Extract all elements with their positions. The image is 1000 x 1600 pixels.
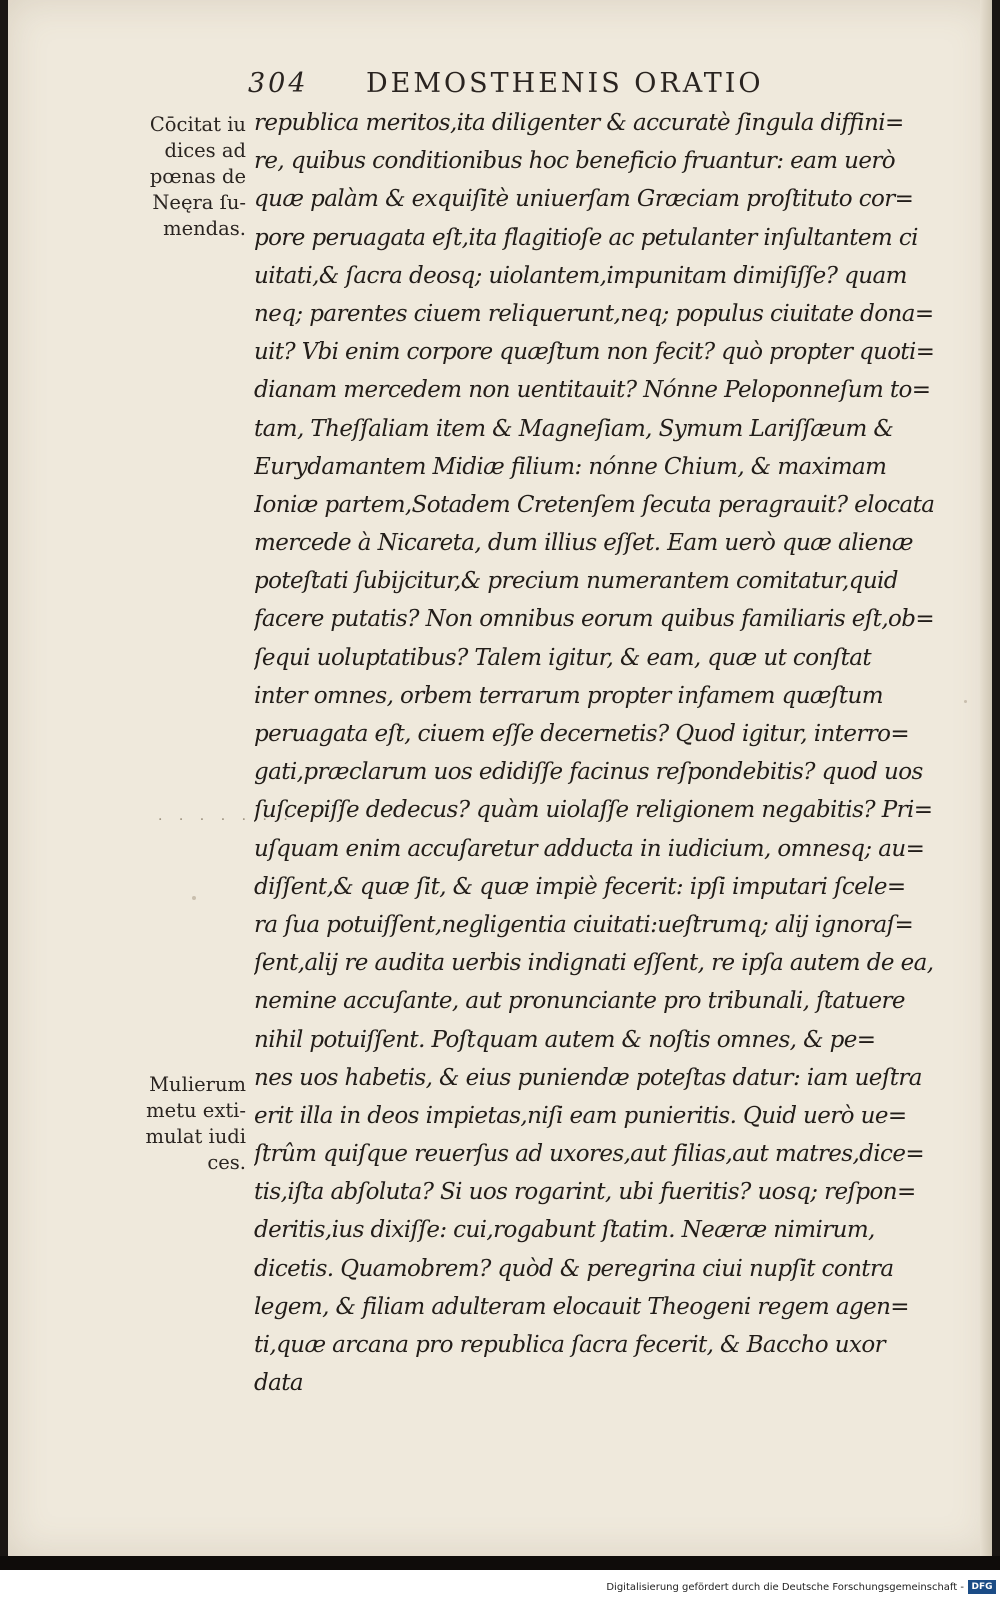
text-line: nihil potuiſſent. Poſtquam autem & noſtis omnes, & pe=: [254, 1026, 876, 1053]
margin-note: [122, 112, 246, 242]
text-line: ſtrûm quiſque reuerſus ad uxores,aut filias,aut matres,dice=: [254, 1141, 925, 1168]
margin-note-line: Neęra ſu-: [152, 191, 246, 214]
book-page: [8, 0, 992, 1556]
text-line: peruagata eſt, ciuem eſſe decernetis? Quod igitur, interro=: [254, 721, 910, 747]
text-line: diſſent,& quæ ſit, & quæ impiè fecerit: ipſi imputari ſcele=: [254, 873, 906, 900]
scan-bottom-band: [0, 1556, 1000, 1570]
text-line: Eurydamantem Midiæ filium: nónne Chium, & maximam: [254, 453, 887, 480]
footer-credit: Digitalisierung gefördert durch die Deutsche Forschungsgemeinschaft -: [606, 1582, 964, 1593]
page-number: 304: [248, 68, 309, 99]
margin-note-line: ces.: [207, 1151, 246, 1174]
text-line: republica meritos,ita diligenter & accuratè ſingula diffini=: [254, 110, 904, 136]
paper-spot: [192, 896, 196, 900]
text-line: mercede à Nicareta, dum illius eſſet. Eam uerò quæ alienæ: [254, 530, 913, 557]
margin-note-line: pœnas de: [149, 165, 246, 188]
margin-note-line: metu exti-: [146, 1099, 246, 1122]
margin-note-line: mulat iudi: [145, 1125, 246, 1148]
text-line: poteſtati ſubijcitur,& precium numerantem comitatur,quid: [254, 568, 898, 595]
text-line: pore peruagata eſt,ita flagitioſe ac petulanter inſultantem ci: [254, 224, 918, 251]
text-line: dianam mercedem non uentitauit? Nónne Peloponneſum to=: [254, 377, 931, 404]
text-line: ti,quæ arcana pro republica ſacra fecerit, & Baccho uxor: [254, 1332, 885, 1358]
margin-note-line: dices ad: [164, 139, 246, 162]
margin-note-line: Mulierum: [149, 1073, 246, 1096]
text-line: ſent,alij re audita uerbis indignati eſſent, re ipſa autem de ea,: [254, 950, 934, 977]
header-title: DEMOSTHENIS ORATIO: [366, 68, 764, 99]
decorative-dots: · · · · · · ·: [158, 812, 294, 828]
paper-spot: [964, 700, 967, 703]
text-line: nemine accuſante, aut pronunciante pro tribunali, ſtatuere: [254, 988, 905, 1015]
text-line: quæ palàm & exquiſitè uniuerſam Græciam proſtituto cor=: [254, 186, 914, 213]
text-line: uit? Vbi enim corpore quæſtum non fecit? quò propter quoti=: [254, 339, 935, 366]
margin-note-line: mendas.: [163, 217, 246, 240]
text-line: uitati,& ſacra deosq; uiolantem,impunitam dimiſiſſe? quam: [254, 262, 907, 289]
text-line: ſequi uoluptatibus? Talem igitur, & eam, quæ ut conſtat: [254, 644, 871, 671]
margin-note: [122, 1072, 246, 1176]
text-line: deritis,ius dixiſſe: cui,rogabunt ſtatim. Neæræ nimirum,: [254, 1217, 875, 1244]
text-line: dicetis. Quamobrem? quòd & peregrina ciui nupſit contra: [254, 1255, 894, 1282]
body-text: [254, 104, 934, 1402]
text-line: ra ſua potuiſſent,negligentia ciuitati:ueſtrumq; alij ignoraſ=: [254, 911, 914, 938]
text-line: data: [254, 1370, 303, 1397]
text-line: gati,præclarum uos edidiſſe facinus reſpondebitis? quod uos: [254, 759, 923, 786]
text-line: uſquam enim accuſaretur adducta in iudicium, omnesq; au=: [254, 835, 925, 862]
text-line: re, quibus conditionibus hoc beneficio fruantur: eam uerò: [254, 148, 895, 175]
text-line: inter omnes, orbem terrarum propter infamem quæſtum: [254, 682, 883, 709]
page-edge: [980, 0, 992, 1556]
text-line: Ioniæ partem,Sotadem Cretenſem ſecuta peragrauit? elocata: [254, 491, 934, 518]
text-line: tam, Theſſaliam item & Magneſiam, Symum Lariſſæum &: [254, 415, 894, 442]
text-line: tis,iſta abſoluta? Si uos rogarint, ubi fueritis? uosq; reſpon=: [254, 1179, 916, 1206]
margin-note-line: Cōcitat iu: [149, 113, 246, 136]
text-line: ſuſcepiſſe dedecus? quàm uiolaſſe religionem negabitis? Pri=: [254, 797, 933, 824]
running-head: [248, 68, 868, 104]
text-line: legem, & filiam adulteram elocauit Theogeni regem agen=: [254, 1293, 909, 1320]
text-line: nes uos habetis, & eius puniendæ poteſtas datur: iam ueſtra: [254, 1064, 922, 1091]
text-line: facere putatis? Non omnibus eorum quibus familiaris eſt,ob=: [254, 606, 934, 633]
dfg-logo: DFG: [968, 1580, 996, 1594]
text-line: neq; parentes ciuem reliquerunt,neq; populus ciuitate dona=: [254, 300, 934, 327]
text-line: erit illa in deos impietas,niſi eam punieritis. Quid uerò ue=: [254, 1102, 907, 1129]
